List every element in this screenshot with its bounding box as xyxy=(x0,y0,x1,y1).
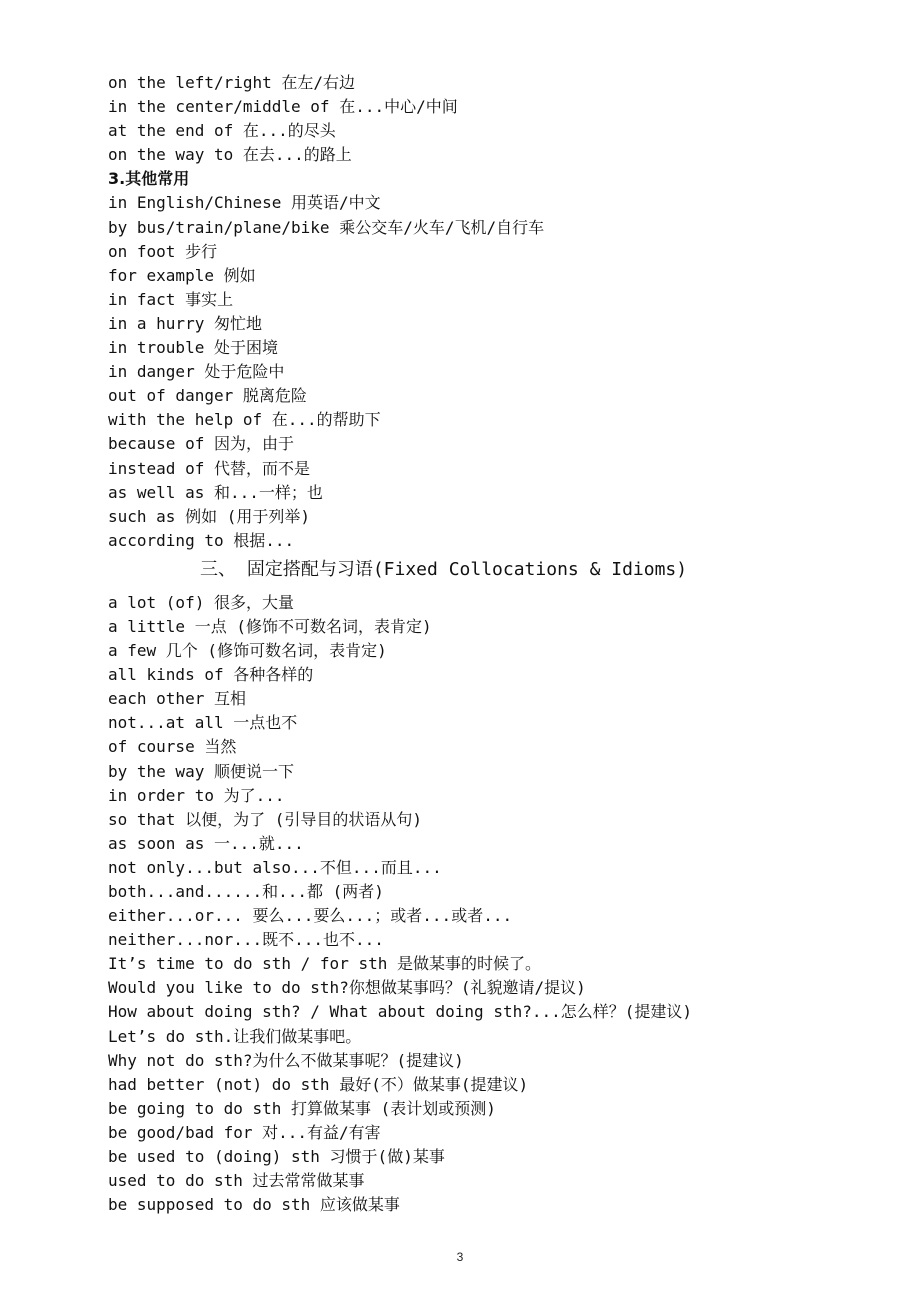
list-item: in the center/middle of 在...中心/中间 xyxy=(108,97,458,117)
list-item: such as 例如 (用于列举) xyxy=(108,506,310,526)
section-title: 三、 固定搭配与习语(Fixed Collocations & Idioms) xyxy=(200,558,688,580)
list-item: with the help of 在...的帮助下 xyxy=(108,410,381,430)
list-item: each other 互相 xyxy=(108,689,246,709)
list-item: in English/Chinese 用英语/中文 xyxy=(108,193,381,213)
page-number: 3 xyxy=(456,1250,464,1264)
list-item: by bus/train/plane/bike 乘公交车/火车/飞机/自行车 xyxy=(108,217,545,237)
section3-list xyxy=(108,591,888,1217)
list-item: It’s time to do sth / for sth 是做某事的时候了。 xyxy=(108,954,541,974)
list-item: of course 当然 xyxy=(108,737,237,757)
list-item: for example 例如 xyxy=(108,265,256,285)
list-item: a little 一点 (修饰不可数名词，表肯定) xyxy=(108,616,432,636)
subsection3-list xyxy=(108,191,888,552)
list-item: be good/bad for 对...有益/有害 xyxy=(108,1122,381,1142)
list-item: according to 根据... xyxy=(108,530,295,550)
list-item: because of 因为，由于 xyxy=(108,434,294,454)
list-item: instead of 代替，而不是 xyxy=(108,458,310,478)
list-item: be used to (doing) sth 习惯于(做)某事 xyxy=(108,1147,445,1167)
list-item: as soon as 一...就... xyxy=(108,833,304,853)
list-item: on the left/right 在左/右边 xyxy=(108,73,356,92)
list-item: so that 以便，为了 (引导目的状语从句) xyxy=(108,809,422,829)
list-item: at the end of 在...的尽头 xyxy=(108,121,336,141)
list-item: used to do sth 过去常常做某事 xyxy=(108,1171,365,1191)
list-item: either...or... 要么...要么...；或者...或者... xyxy=(108,906,513,926)
list-item: had better (not) do sth 最好(不）做某事(提建议) xyxy=(108,1074,529,1094)
list-item: Let’s do sth.让我们做某事吧。 xyxy=(108,1026,362,1046)
section2-tail-list xyxy=(108,71,888,167)
list-item: in danger 处于危险中 xyxy=(108,362,285,382)
list-item: in fact 事实上 xyxy=(108,289,234,309)
list-item: in a hurry 匆忙地 xyxy=(108,313,262,333)
list-item: not only...but also...不但...而且... xyxy=(108,857,442,877)
list-item: on the way to 在去...的路上 xyxy=(108,145,352,165)
list-item: Why not do sth?为什么不做某事呢？(提建议) xyxy=(108,1050,464,1070)
list-item: in order to 为了... xyxy=(108,785,285,805)
list-item: a lot (of) 很多，大量 xyxy=(108,592,294,612)
list-item: in trouble 处于困境 xyxy=(108,338,278,358)
list-item: be going to do sth 打算做某事 (表计划或预测) xyxy=(108,1098,496,1118)
list-item: be supposed to do sth 应该做某事 xyxy=(108,1195,400,1215)
list-item: both...and......和...都 (两者) xyxy=(108,882,384,901)
list-item: all kinds of 各种各样的 xyxy=(108,665,314,685)
list-item: Would you like to do sth?你想做某事吗？(礼貌邀请/提议) xyxy=(108,978,586,998)
list-item: out of danger 脱离危险 xyxy=(108,386,307,406)
subsection-heading: 3.其他常用 xyxy=(108,169,190,189)
list-item: neither...nor...既不...也不... xyxy=(108,930,384,950)
list-item: not...at all 一点也不 xyxy=(108,713,298,733)
list-item: a few 几个 (修饰可数名词，表肯定) xyxy=(108,641,387,661)
list-item: as well as 和...一样；也 xyxy=(108,482,323,502)
list-item: on foot 步行 xyxy=(108,241,218,261)
page-content xyxy=(108,71,888,1217)
list-item: by the way 顺便说一下 xyxy=(108,761,294,781)
list-item: How about doing sth? / What about doing sth?...怎么样？(提建议) xyxy=(108,1002,693,1022)
